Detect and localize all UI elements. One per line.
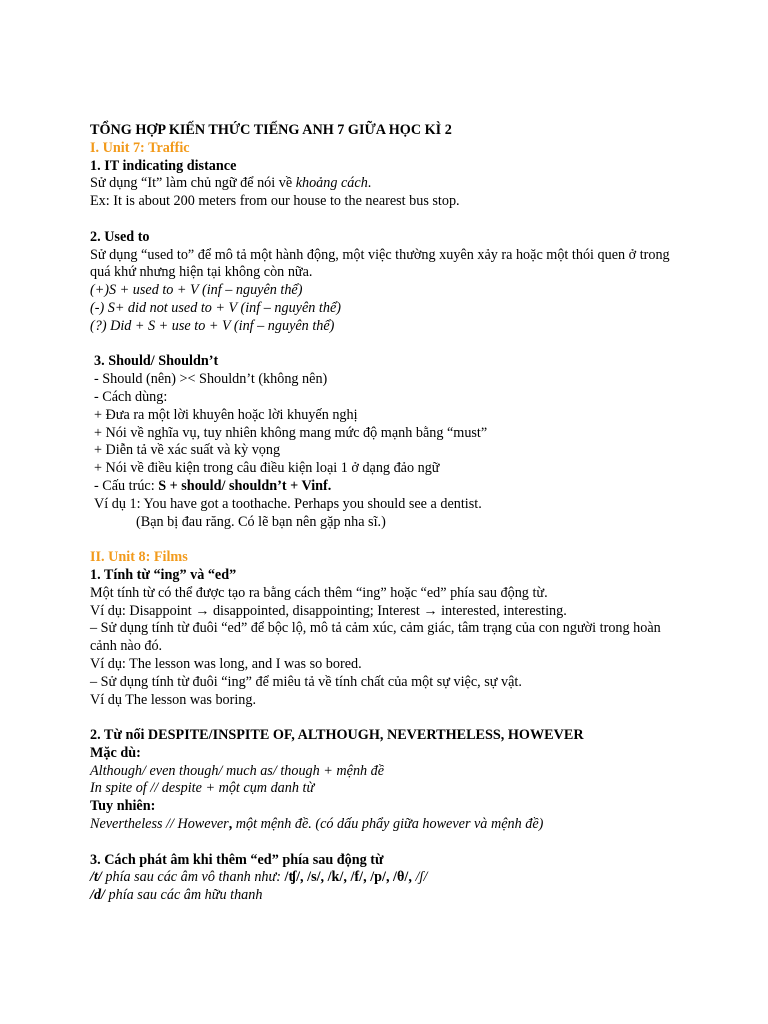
text: phía sau các âm vô thanh như: xyxy=(101,869,285,886)
text: . xyxy=(367,175,372,192)
paragraph xyxy=(90,175,680,193)
paragraph: – Sử dụng tính từ đuôi “ed” để bộc lộ, mô tả cảm xúc, cảm giác, tâm trạng của con người trong hoàn cảnh nào đó. xyxy=(90,620,661,655)
subheading: Tuy nhiên: xyxy=(90,798,156,815)
example-line: Ví dụ The lesson was boring. xyxy=(90,691,257,708)
comma: , xyxy=(228,816,233,833)
list-item: + Nói về điều kiện trong câu điều kiện loại 1 ở dạng đảo ngữ xyxy=(94,460,440,477)
pronunciation-rule xyxy=(90,887,680,905)
formula-line: (+)S + used to + V (inf – nguyên thể) xyxy=(90,282,303,299)
list-item: - Should (nên) >< Shouldn’t (không nên) xyxy=(94,371,328,388)
text: phía sau các âm hữu thanh xyxy=(104,887,263,904)
section-title: 2. Từ nối DESPITE/INSPITE OF, ALTHOUGH, NEVERTHELESS, HOWEVER xyxy=(90,727,584,744)
text: Sử dụng “It” làm chủ ngữ để nói về xyxy=(90,175,296,192)
formula-line xyxy=(90,816,680,834)
example-line: Ví dụ 1: You have got a toothache. Perhaps you should see a dentist. xyxy=(94,495,482,512)
subheading: Mặc dù: xyxy=(90,744,141,761)
unit7-heading: I. Unit 7: Traffic xyxy=(90,139,190,156)
text: - Cấu trúc: xyxy=(94,477,159,494)
formula-line: (?) Did + S + use to + V (inf – nguyên thể) xyxy=(90,317,335,334)
paragraph: – Sử dụng tính từ đuôi “ing” để miêu tả về tính chất của một sự việc, sự vật. xyxy=(90,673,522,690)
section-title: 3. Should/ Shouldn’t xyxy=(94,353,219,370)
document-title: TỔNG HỢP KIẾN THỨC TIẾNG ANH 7 GIỮA HỌC KÌ 2 xyxy=(90,122,452,138)
example-line: Ví dụ: The lesson was long, and I was so bored. xyxy=(90,655,362,672)
text: Nevertheless // However xyxy=(90,816,229,833)
document-page xyxy=(90,122,680,905)
structure-formula: S + should/ shouldn’t + Vinf. xyxy=(158,477,332,494)
formula-line: In spite of // despite + một cụm danh từ xyxy=(90,780,315,797)
formula-line: Although/ even though/ much as/ though + mệnh đề xyxy=(90,762,385,779)
section-title: 3. Cách phát âm khi thêm “ed” phía sau động từ xyxy=(90,851,384,868)
list-item: + Diễn tả về xác suất và kỳ vọng xyxy=(94,442,281,459)
paragraph: Sử dụng “used to” để mô tả một hành động, một việc thường xuyên xảy ra hoặc một thói quen ở trong quá khứ nhưng hiện tại không còn nữa. xyxy=(90,246,670,281)
list-item xyxy=(90,478,680,496)
text: một mệnh đề. (có dấu phẩy giữa however và mệnh đề) xyxy=(232,816,544,833)
phoneme: /d/ xyxy=(90,887,105,904)
phoneme: /ʃ/ xyxy=(411,869,428,886)
phoneme-list: /ʧ/, /s/, /k/, /f/, /p/, /θ/, xyxy=(284,869,412,886)
pronunciation-rule xyxy=(90,869,680,887)
section-title: 1. Tính từ “ing” và “ed” xyxy=(90,566,237,583)
unit8-heading: II. Unit 8: Films xyxy=(90,549,188,566)
example-translation: (Bạn bị đau răng. Có lẽ bạn nên gặp nha sĩ.) xyxy=(136,513,386,530)
section-title: 1. IT indicating distance xyxy=(90,157,237,174)
text-italic: khoảng cách xyxy=(295,175,368,192)
list-item: + Đưa ra một lời khuyên hoặc lời khuyến nghị xyxy=(94,406,358,423)
list-item: + Nói về nghĩa vụ, tuy nhiên không mang mức độ mạnh bằng “must” xyxy=(94,424,488,441)
example-line: Ví dụ: Disappoint → disappointed, disappointing; Interest → interested, interesting. xyxy=(90,602,567,619)
paragraph: Một tính từ có thể được tạo ra bằng cách thêm “ing” hoặc “ed” phía sau động từ. xyxy=(90,584,548,601)
formula-line: (-) S+ did not used to + V (inf – nguyên thể) xyxy=(90,299,341,316)
section-title: 2. Used to xyxy=(90,228,150,245)
example-line: Ex: It is about 200 meters from our house to the nearest bus stop. xyxy=(90,193,460,210)
list-item: - Cách dùng: xyxy=(94,388,168,405)
phoneme: /t/ xyxy=(90,869,102,886)
